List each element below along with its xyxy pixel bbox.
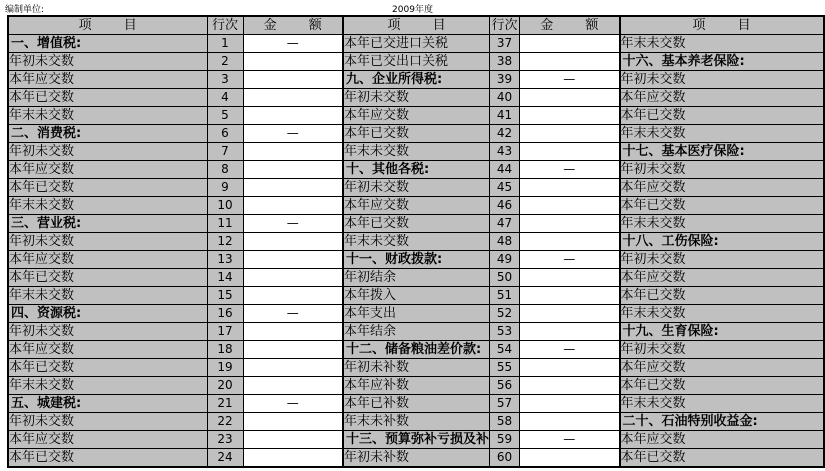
item-cell-right: 十八、工伤保险: xyxy=(620,233,824,251)
item-cell-middle: 本年拨入 xyxy=(343,287,490,305)
amount-cell-left[interactable] xyxy=(243,449,343,468)
item-cell-middle: 本年已交进口关税 xyxy=(343,35,490,53)
item-cell-middle: 十三、预算弥补亏损及补 xyxy=(343,431,490,449)
amount-cell-middle[interactable] xyxy=(520,197,620,215)
item-cell-right: 年末未交数 xyxy=(620,125,824,143)
amount-cell-middle[interactable]: — xyxy=(520,251,620,269)
line-no-cell-middle: 53 xyxy=(490,323,520,341)
line-no-cell-left: 20 xyxy=(207,377,243,395)
item-cell-right: 本年已交数 xyxy=(620,107,824,125)
item-cell-right: 本年已交数 xyxy=(620,287,824,305)
header-item-right: 项 目 xyxy=(620,16,824,35)
item-cell-right: 十六、基本养老保险: xyxy=(620,53,824,71)
item-cell-left: 本年应交数 xyxy=(8,71,207,89)
item-cell-middle: 本年已交数 xyxy=(343,215,490,233)
item-cell-right: 本年应交数 xyxy=(620,89,824,107)
item-cell-left: 年初未交数 xyxy=(8,413,207,431)
header-amount-middle: 金 额 xyxy=(520,16,620,35)
item-cell-left: 本年应交数 xyxy=(8,161,207,179)
item-cell-middle: 本年应交数 xyxy=(343,197,490,215)
amount-cell-left[interactable] xyxy=(243,251,343,269)
item-cell-right: 本年应交数 xyxy=(620,359,824,377)
line-no-cell-middle: 52 xyxy=(490,305,520,323)
item-cell-middle: 本年已交数 xyxy=(343,125,490,143)
line-no-cell-middle: 55 xyxy=(490,359,520,377)
item-cell-middle: 本年应交数 xyxy=(343,107,490,125)
line-no-cell-left: 6 xyxy=(207,125,243,143)
line-no-cell-middle: 46 xyxy=(490,197,520,215)
table-row xyxy=(8,269,824,287)
item-cell-left: 本年应交数 xyxy=(8,251,207,269)
item-cell-right: 十九、生育保险: xyxy=(620,323,824,341)
item-cell-middle: 年初未交数 xyxy=(343,179,490,197)
amount-cell-left[interactable]: — xyxy=(243,305,343,323)
amount-cell-left[interactable] xyxy=(243,233,343,251)
amount-cell-left[interactable] xyxy=(243,269,343,287)
line-no-cell-left: 21 xyxy=(207,395,243,413)
amount-cell-middle[interactable] xyxy=(520,125,620,143)
amount-cell-middle[interactable] xyxy=(520,233,620,251)
item-cell-middle: 年初结余 xyxy=(343,269,490,287)
table-row xyxy=(8,53,824,71)
item-cell-middle: 年末未补数 xyxy=(343,413,490,431)
item-cell-right: 本年应交数 xyxy=(620,431,824,449)
amount-cell-left[interactable]: — xyxy=(243,215,343,233)
header-amount-left: 金 额 xyxy=(243,16,343,35)
item-cell-right: 年末未交数 xyxy=(620,35,824,53)
table-row xyxy=(8,143,824,161)
line-no-cell-left: 4 xyxy=(207,89,243,107)
amount-cell-left[interactable] xyxy=(243,89,343,107)
table-row xyxy=(8,215,824,233)
amount-cell-left[interactable]: — xyxy=(243,395,343,413)
line-no-cell-left: 11 xyxy=(207,215,243,233)
item-cell-middle: 十、其他各税: xyxy=(343,161,490,179)
item-cell-left: 本年应交数 xyxy=(8,431,207,449)
amount-cell-left[interactable] xyxy=(243,179,343,197)
table-row xyxy=(8,341,824,359)
item-cell-right: 年初未交数 xyxy=(620,71,824,89)
item-cell-middle: 九、企业所得税: xyxy=(343,71,490,89)
amount-cell-middle[interactable] xyxy=(520,449,620,468)
line-no-cell-middle: 38 xyxy=(490,53,520,71)
item-cell-right: 本年应交数 xyxy=(620,179,824,197)
line-no-cell-middle: 56 xyxy=(490,377,520,395)
line-no-cell-middle: 37 xyxy=(490,35,520,53)
item-cell-left: 年初未交数 xyxy=(8,143,207,161)
line-no-cell-middle: 40 xyxy=(490,89,520,107)
table-row xyxy=(8,89,824,107)
amount-cell-middle[interactable] xyxy=(520,413,620,431)
line-no-cell-middle: 54 xyxy=(490,341,520,359)
table-row xyxy=(8,233,824,251)
line-no-cell-middle: 42 xyxy=(490,125,520,143)
table-row xyxy=(8,431,824,449)
table-row xyxy=(8,161,824,179)
table-row xyxy=(8,395,824,413)
prepared-by-label: 编制单位: xyxy=(5,5,45,15)
line-no-cell-left: 19 xyxy=(207,359,243,377)
line-no-cell-left: 1 xyxy=(207,35,243,53)
amount-cell-left[interactable] xyxy=(243,323,343,341)
item-cell-right: 年初未交数 xyxy=(620,251,824,269)
item-cell-middle: 年初未补数 xyxy=(343,449,490,468)
item-cell-left: 二、消费税: xyxy=(8,125,207,143)
item-cell-right: 本年已交数 xyxy=(620,449,824,468)
item-cell-middle: 年初未交数 xyxy=(343,89,490,107)
item-cell-right: 本年已交数 xyxy=(620,377,824,395)
item-cell-left: 年末未交数 xyxy=(8,377,207,395)
header-line-left: 行次 xyxy=(207,16,243,35)
amount-cell-middle[interactable] xyxy=(520,269,620,287)
amount-cell-left[interactable] xyxy=(243,341,343,359)
item-cell-left: 本年应交数 xyxy=(8,341,207,359)
line-no-cell-middle: 49 xyxy=(490,251,520,269)
amount-cell-middle[interactable] xyxy=(520,143,620,161)
line-no-cell-left: 7 xyxy=(207,143,243,161)
table-row xyxy=(8,125,824,143)
line-no-cell-middle: 45 xyxy=(490,179,520,197)
item-cell-left: 本年已交数 xyxy=(8,89,207,107)
item-cell-left: 本年已交数 xyxy=(8,269,207,287)
line-no-cell-left: 18 xyxy=(207,341,243,359)
item-cell-right: 年末未交数 xyxy=(620,305,824,323)
item-cell-middle: 本年结余 xyxy=(343,323,490,341)
amount-cell-left[interactable] xyxy=(243,413,343,431)
item-cell-right: 二十、石油特别收益金: xyxy=(620,413,824,431)
header-item-middle: 项 目 xyxy=(343,16,490,35)
amount-cell-middle[interactable] xyxy=(520,323,620,341)
line-no-cell-middle: 39 xyxy=(490,71,520,89)
line-no-cell-left: 9 xyxy=(207,179,243,197)
top-strip xyxy=(0,0,825,15)
line-no-cell-left: 22 xyxy=(207,413,243,431)
line-no-cell-middle: 50 xyxy=(490,269,520,287)
table-row xyxy=(8,35,824,53)
line-no-cell-left: 5 xyxy=(207,107,243,125)
amount-cell-left[interactable] xyxy=(243,143,343,161)
line-no-cell-left: 23 xyxy=(207,431,243,449)
line-no-cell-middle: 51 xyxy=(490,287,520,305)
item-cell-right: 年初未交数 xyxy=(620,161,824,179)
line-no-cell-middle: 41 xyxy=(490,107,520,125)
table-row xyxy=(8,359,824,377)
table-row xyxy=(8,305,824,323)
amount-cell-left[interactable] xyxy=(243,161,343,179)
item-cell-left: 年末未交数 xyxy=(8,107,207,125)
line-no-cell-left: 24 xyxy=(207,449,243,468)
amount-cell-middle[interactable] xyxy=(520,107,620,125)
line-no-cell-left: 8 xyxy=(207,161,243,179)
amount-cell-left[interactable] xyxy=(243,377,343,395)
amount-cell-middle[interactable]: — xyxy=(520,71,620,89)
item-cell-middle: 本年支出 xyxy=(343,305,490,323)
item-cell-left: 本年已交数 xyxy=(8,359,207,377)
item-cell-middle: 年初未补数 xyxy=(343,359,490,377)
amount-cell-middle[interactable]: — xyxy=(520,341,620,359)
item-cell-right: 年末未交数 xyxy=(620,215,824,233)
table-row xyxy=(8,197,824,215)
line-no-cell-middle: 47 xyxy=(490,215,520,233)
amount-cell-left[interactable] xyxy=(243,431,343,449)
item-cell-right: 本年应交数 xyxy=(620,269,824,287)
tax-report-table xyxy=(7,15,825,468)
item-cell-right: 年末未交数 xyxy=(620,395,824,413)
item-cell-left: 本年已交数 xyxy=(8,449,207,468)
item-cell-left: 四、资源税: xyxy=(8,305,207,323)
amount-cell-middle[interactable] xyxy=(520,305,620,323)
item-cell-left: 年末未交数 xyxy=(8,197,207,215)
amount-cell-middle[interactable] xyxy=(520,377,620,395)
header-row xyxy=(8,16,824,35)
header-item-left: 项 目 xyxy=(8,16,207,35)
line-no-cell-left: 3 xyxy=(207,71,243,89)
table-row xyxy=(8,107,824,125)
table-row xyxy=(8,287,824,305)
item-cell-left: 一、增值税: xyxy=(8,35,207,53)
item-cell-middle: 本年应补数 xyxy=(343,377,490,395)
amount-cell-middle[interactable] xyxy=(520,395,620,413)
line-no-cell-left: 12 xyxy=(207,233,243,251)
item-cell-left: 年初未交数 xyxy=(8,53,207,71)
amount-cell-left[interactable] xyxy=(243,287,343,305)
amount-cell-middle[interactable]: — xyxy=(520,431,620,449)
amount-cell-left[interactable]: — xyxy=(243,125,343,143)
amount-cell-middle[interactable] xyxy=(520,287,620,305)
line-no-cell-middle: 43 xyxy=(490,143,520,161)
amount-cell-left[interactable] xyxy=(243,107,343,125)
line-no-cell-left: 16 xyxy=(207,305,243,323)
line-no-cell-middle: 57 xyxy=(490,395,520,413)
line-no-cell-left: 15 xyxy=(207,287,243,305)
amount-cell-left[interactable] xyxy=(243,359,343,377)
item-cell-middle: 本年已交出口关税 xyxy=(343,53,490,71)
line-no-cell-left: 17 xyxy=(207,323,243,341)
table-row xyxy=(8,449,824,468)
line-no-cell-middle: 59 xyxy=(490,431,520,449)
amount-cell-left[interactable] xyxy=(243,197,343,215)
amount-cell-middle[interactable]: — xyxy=(520,161,620,179)
item-cell-middle: 十一、财政拨款: xyxy=(343,251,490,269)
item-cell-left: 年初未交数 xyxy=(8,323,207,341)
item-cell-left: 本年已交数 xyxy=(8,179,207,197)
table-row xyxy=(8,323,824,341)
amount-cell-middle[interactable] xyxy=(520,35,620,53)
period-label: 2009年度 xyxy=(392,5,433,15)
item-cell-right: 十七、基本医疗保险: xyxy=(620,143,824,161)
table-row xyxy=(8,179,824,197)
line-no-cell-middle: 48 xyxy=(490,233,520,251)
table-row xyxy=(8,413,824,431)
line-no-cell-left: 10 xyxy=(207,197,243,215)
line-no-cell-left: 13 xyxy=(207,251,243,269)
amount-cell-middle[interactable] xyxy=(520,89,620,107)
table-row xyxy=(8,71,824,89)
item-cell-left: 三、营业税: xyxy=(8,215,207,233)
item-cell-middle: 年末未交数 xyxy=(343,143,490,161)
item-cell-right: 本年已交数 xyxy=(620,197,824,215)
item-cell-left: 年初未交数 xyxy=(8,233,207,251)
header-line-middle: 行次 xyxy=(491,18,518,33)
amount-cell-middle[interactable] xyxy=(520,359,620,377)
item-cell-left: 五、城建税: xyxy=(8,395,207,413)
amount-cell-left[interactable] xyxy=(243,53,343,71)
amount-cell-middle[interactable] xyxy=(520,215,620,233)
table-row xyxy=(8,251,824,269)
table-row xyxy=(8,377,824,395)
line-no-cell-middle: 44 xyxy=(490,161,520,179)
amount-cell-left[interactable]: — xyxy=(243,35,343,53)
item-cell-middle: 十二、储备粮油差价款: xyxy=(343,341,490,359)
amount-cell-left[interactable] xyxy=(243,71,343,89)
item-cell-middle: 年末未交数 xyxy=(343,233,490,251)
line-no-cell-left: 14 xyxy=(207,269,243,287)
line-no-cell-left: 2 xyxy=(207,53,243,71)
amount-cell-middle[interactable] xyxy=(520,179,620,197)
item-cell-right: 年初未交数 xyxy=(620,341,824,359)
item-cell-middle: 本年已补数 xyxy=(343,395,490,413)
item-cell-left: 年末未交数 xyxy=(8,287,207,305)
line-no-cell-middle: 58 xyxy=(490,413,520,431)
amount-cell-middle[interactable] xyxy=(520,53,620,71)
line-no-cell-middle: 60 xyxy=(490,449,520,468)
